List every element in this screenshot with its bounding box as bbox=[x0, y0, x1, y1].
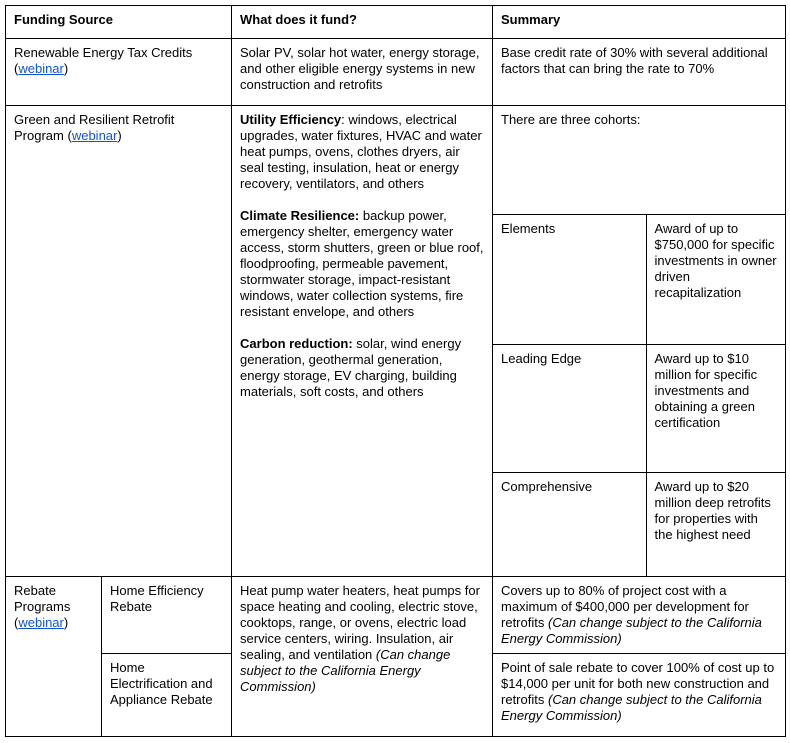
paren-open: ( bbox=[14, 61, 19, 76]
webinar-link[interactable]: webinar bbox=[71, 128, 118, 143]
cell-rebate-summary-efficiency bbox=[493, 577, 786, 654]
cohort-name: Elements bbox=[493, 214, 646, 344]
cell-grrp-funds bbox=[232, 106, 493, 577]
cohort-row-elements bbox=[493, 214, 786, 344]
cohorts-table bbox=[493, 106, 786, 576]
cell-rebate-source bbox=[6, 577, 102, 737]
cell-renewable-summary: Base credit rate of 30% with several additional factors that can bring the rate to 70% bbox=[493, 39, 786, 106]
rebate-funds-note: (Can change subject to the California Energy Commission) bbox=[240, 647, 451, 694]
funding-source-name: Rebate Programs bbox=[14, 583, 71, 614]
table-row-rebate-home-efficiency bbox=[6, 577, 786, 654]
table-row-renewable-energy-tax-credits bbox=[6, 39, 786, 106]
climate-resilience-paragraph bbox=[240, 208, 484, 320]
table-row-green-resilient-retrofit bbox=[6, 106, 786, 577]
cell-grrp-source bbox=[6, 106, 232, 577]
climate-resilience-text: backup power, emergency shelter, emergency water access, storm shutters, green or blue roof, floodproofing, permeable pavement, stormwater storage, impact-resistant windows, water collection systems, fire resistant envelope, and others bbox=[240, 208, 484, 319]
cell-rebate-funds bbox=[232, 577, 493, 737]
column-header-what-it-funds: What does it fund? bbox=[232, 6, 493, 39]
paren-close: ) bbox=[117, 128, 122, 143]
cell-rebate-summary-electrification bbox=[493, 654, 786, 737]
utility-efficiency-paragraph bbox=[240, 112, 484, 192]
utility-efficiency-label: Utility Efficiency bbox=[240, 112, 342, 127]
climate-resilience-label: Climate Resilience: bbox=[240, 208, 360, 223]
cohorts-intro-row bbox=[493, 106, 786, 214]
cell-home-efficiency-rebate: Home Efficiency Rebate bbox=[102, 577, 232, 654]
rebate-summary-text: Covers up to 80% of project cost with a maximum of $400,000 per development for retrofits bbox=[501, 583, 749, 630]
cohort-award: Award up to $20 million deep retrofits for properties with the highest need bbox=[646, 472, 786, 576]
carbon-reduction-text: solar, wind energy generation, geothermal generation, energy storage, EV charging, building materials, soft costs, and others bbox=[240, 336, 462, 399]
cohorts-intro-cell: There are three cohorts: bbox=[501, 112, 641, 127]
paren-open: ( bbox=[14, 615, 19, 630]
paren-close: ) bbox=[63, 61, 69, 76]
carbon-reduction-paragraph bbox=[240, 336, 484, 400]
cell-renewable-source bbox=[6, 39, 232, 106]
cohort-award: Award up to $10 million for specific investments and obtaining a green certification bbox=[646, 344, 786, 472]
cohort-row-leading-edge bbox=[493, 344, 786, 472]
utility-efficiency-text: : windows, electrical upgrades, water fixtures, HVAC and water heat pumps, ovens, clothes dryers, air seal testing, insulation, heat or energy recovery, ventilators, and others bbox=[240, 112, 482, 191]
webinar-link[interactable]: webinar bbox=[18, 615, 64, 630]
cohort-row-comprehensive bbox=[493, 472, 786, 576]
rebate-summary-text: Point of sale rebate to cover 100% of cost up to $14,000 per unit for both new construction and retrofits bbox=[501, 660, 775, 707]
cohort-name: Comprehensive bbox=[493, 472, 646, 576]
cohort-name: Leading Edge bbox=[493, 344, 646, 472]
column-header-funding-source: Funding Source bbox=[6, 6, 232, 39]
carbon-reduction-label: Carbon reduction: bbox=[240, 336, 353, 351]
funding-source-name: Green and Resilient Retrofit Program bbox=[14, 112, 175, 143]
paren-close: ) bbox=[63, 615, 69, 630]
webinar-link[interactable]: webinar bbox=[18, 61, 64, 76]
header-row bbox=[6, 6, 786, 39]
cell-grrp-summary bbox=[493, 106, 786, 577]
column-header-summary: Summary bbox=[493, 6, 786, 39]
paren-open: ( bbox=[67, 128, 72, 143]
cohort-award: Award of up to $750,000 for specific investments in owner driven recapitalization bbox=[646, 214, 786, 344]
funding-table bbox=[5, 5, 786, 737]
rebate-funds-text: Heat pump water heaters, heat pumps for space heating and cooling, electric stove, cooktops, range, or ovens, electric load service centers, wiring. Insulation, air sealing, and ventilation bbox=[240, 583, 480, 662]
funding-source-name: Renewable Energy Tax Credits bbox=[14, 45, 193, 60]
rebate-summary-note: (Can change subject to the California Energy Commission) bbox=[501, 692, 762, 723]
cell-home-electrification-rebate: Home Electrification and Appliance Rebate bbox=[102, 654, 232, 737]
cell-renewable-funds: Solar PV, solar hot water, energy storage, and other eligible energy systems in new construction and retrofits bbox=[232, 39, 493, 106]
rebate-summary-note: (Can change subject to the California Energy Commission) bbox=[501, 615, 762, 646]
